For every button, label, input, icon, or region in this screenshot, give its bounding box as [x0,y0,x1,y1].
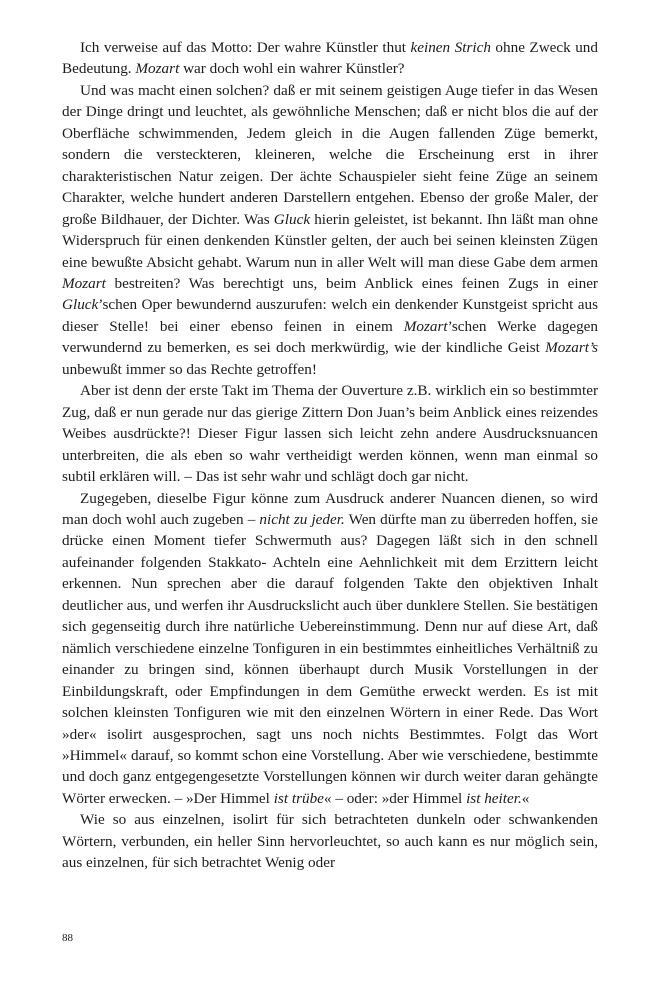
italic-run: Mozart [62,274,106,292]
italic-run: nicht zu jeder. [259,510,345,528]
text-run: Und was macht einen solchen? daß er mit seinem geistigen Auge tiefer in das Wesen der Dinge dringt und leuchtet, als gewöhnliche Menschen; daß er nicht blos die auf der Oberfläche schwimmenden, Jedem gleich in die Augen fallenden Züge bemerkt, sondern die versteckteren, kleineren, welche die Erscheinung erst in ihrer charakteristischen Natur zeigen. Der ächte Schauspieler sieht feine Züge an seinem Charakter, welche hundert anderen Darstellern entgehen. Ebenso der große Maler, der große Bildhauer, der Dichter. Was [62,81,598,228]
text-run: bestreiten? Was berechtigt uns, beim Anblick eines feinen Zugs in einer [105,274,598,292]
italic-run: Gluck [273,210,311,228]
paragraph-1 [62,37,598,80]
text-run: hierin geleistet, ist bekannt. Ihn läßt man ohne Widerspruch für einen denkenden Künstler gelten, der auch bei seinen kleinsten Zügen eine bewußte Absicht gehabt. Warum nun in aller Welt will man diese Gabe dem armen [62,210,598,271]
paragraph-4 [62,488,598,810]
paragraph-5 [62,809,598,873]
paragraph-2 [62,80,598,380]
text-run: Aber ist denn der erste Takt im Thema der Ouverture z.B. wirklich ein so bestimmter Zug, daß er nun gerade nur das gierige Zittern Don Juan’s beim Anblick eines reizendes Weibes ausdrückte?! Dieser Figur lassen sich leicht zehn andere Ausdrucksnuancen unterbreiten, die als eben so wahr vertheidigt werden können, wenn man einmal so subtil erklären will. – Das ist sehr wahr und schlägt doch gar nicht. [62,382,598,486]
text-run: war doch wohl ein wahrer Künstler? [179,60,405,78]
text-run: Wen dürfte man zu überreden hoffen, sie drücke einen Moment tiefer Schwermuth aus? Dagegen läßt sich in den schnell aufeinander folgenden Stakkato- Achteln eine Aehnlichkeit mit dem Erzittern leicht erkennen. Nun sprechen aber die darauf folgenden Takte den objektiven Inhalt deutlicher aus, und werfen ihr Ausdruckslicht auch über dunklere Stellen. Sie bestätigen sich gegenseitig durch ihre natürliche Uebereinstimmung. Denn nur auf diese Art, daß nämlich verschiedene einzelne Tonfiguren in ein bestimmtes einheitliches Verhältniß zu einander zu bringen sind, können überhaupt durch Musik Vorstellungen in der Einbildungskraft, oder Empfindungen in dem Gemüthe erweckt werden. Es ist mit solchen kleinsten Tonfiguren wie mit den einzelnen Wörtern in einer Rede. Das Wort »der« isolirt ausgesprochen, sagt uns noch nichts Bestimmtes. Folgt das Wort »Himmel« darauf, so kommt schon eine Vorstellung. Aber wie verschiedene, bestimmte und doch ganz entgegengesetzte Vorstellungen können wir durch weiter daran gehängte Wörter erwecken. – »Der Himmel [62,510,599,807]
italic-run: keinen Strich [410,39,491,56]
text-run: « [521,789,530,807]
text-run: « – oder: »der Himmel [323,789,467,807]
text-run: Zugegeben, dieselbe Figur könne zum Ausdruck anderer Nuancen dienen, so wird man doch wohl auch zugeben – [62,489,598,528]
italic-run: ist heiter. [466,789,522,807]
text-run: Wie so aus einzelnen, isolirt für sich betrachteten dunkeln oder schwankenden Wörtern, verbunden, ein heller Sinn hervorleuchtet, so auch kann es nur möglich sein, aus einzelnen, für sich betrachtet Wenig oder [62,811,598,872]
italic-run: ist trübe [273,789,324,807]
italic-run: Gluck [62,296,99,314]
page-number: 88 [62,932,73,944]
text-run: ’schen Oper bewundernd auszurufen: welch ein denkender Kunstgeist spricht aus dieser Stelle! bei einer ebenso feinen in einem [62,296,598,335]
page-body [62,37,598,874]
paragraph-3 [62,380,598,487]
text-run: unbewußt immer so das Rechte getroffen! [62,360,317,378]
text-run: Ich verweise auf das Motto: Der wahre Künstler thut [80,39,411,56]
italic-run: Mozart [403,317,448,335]
italic-run: Mozart’s [545,339,598,357]
text-run: ohne Zweck und Bedeutung. [62,39,598,78]
italic-run: Mozart [135,60,180,78]
text-run: ’schen Werke dagegen verwundernd zu bemerken, es sei doch merkwürdig, wie der kindliche Geist [62,317,599,357]
